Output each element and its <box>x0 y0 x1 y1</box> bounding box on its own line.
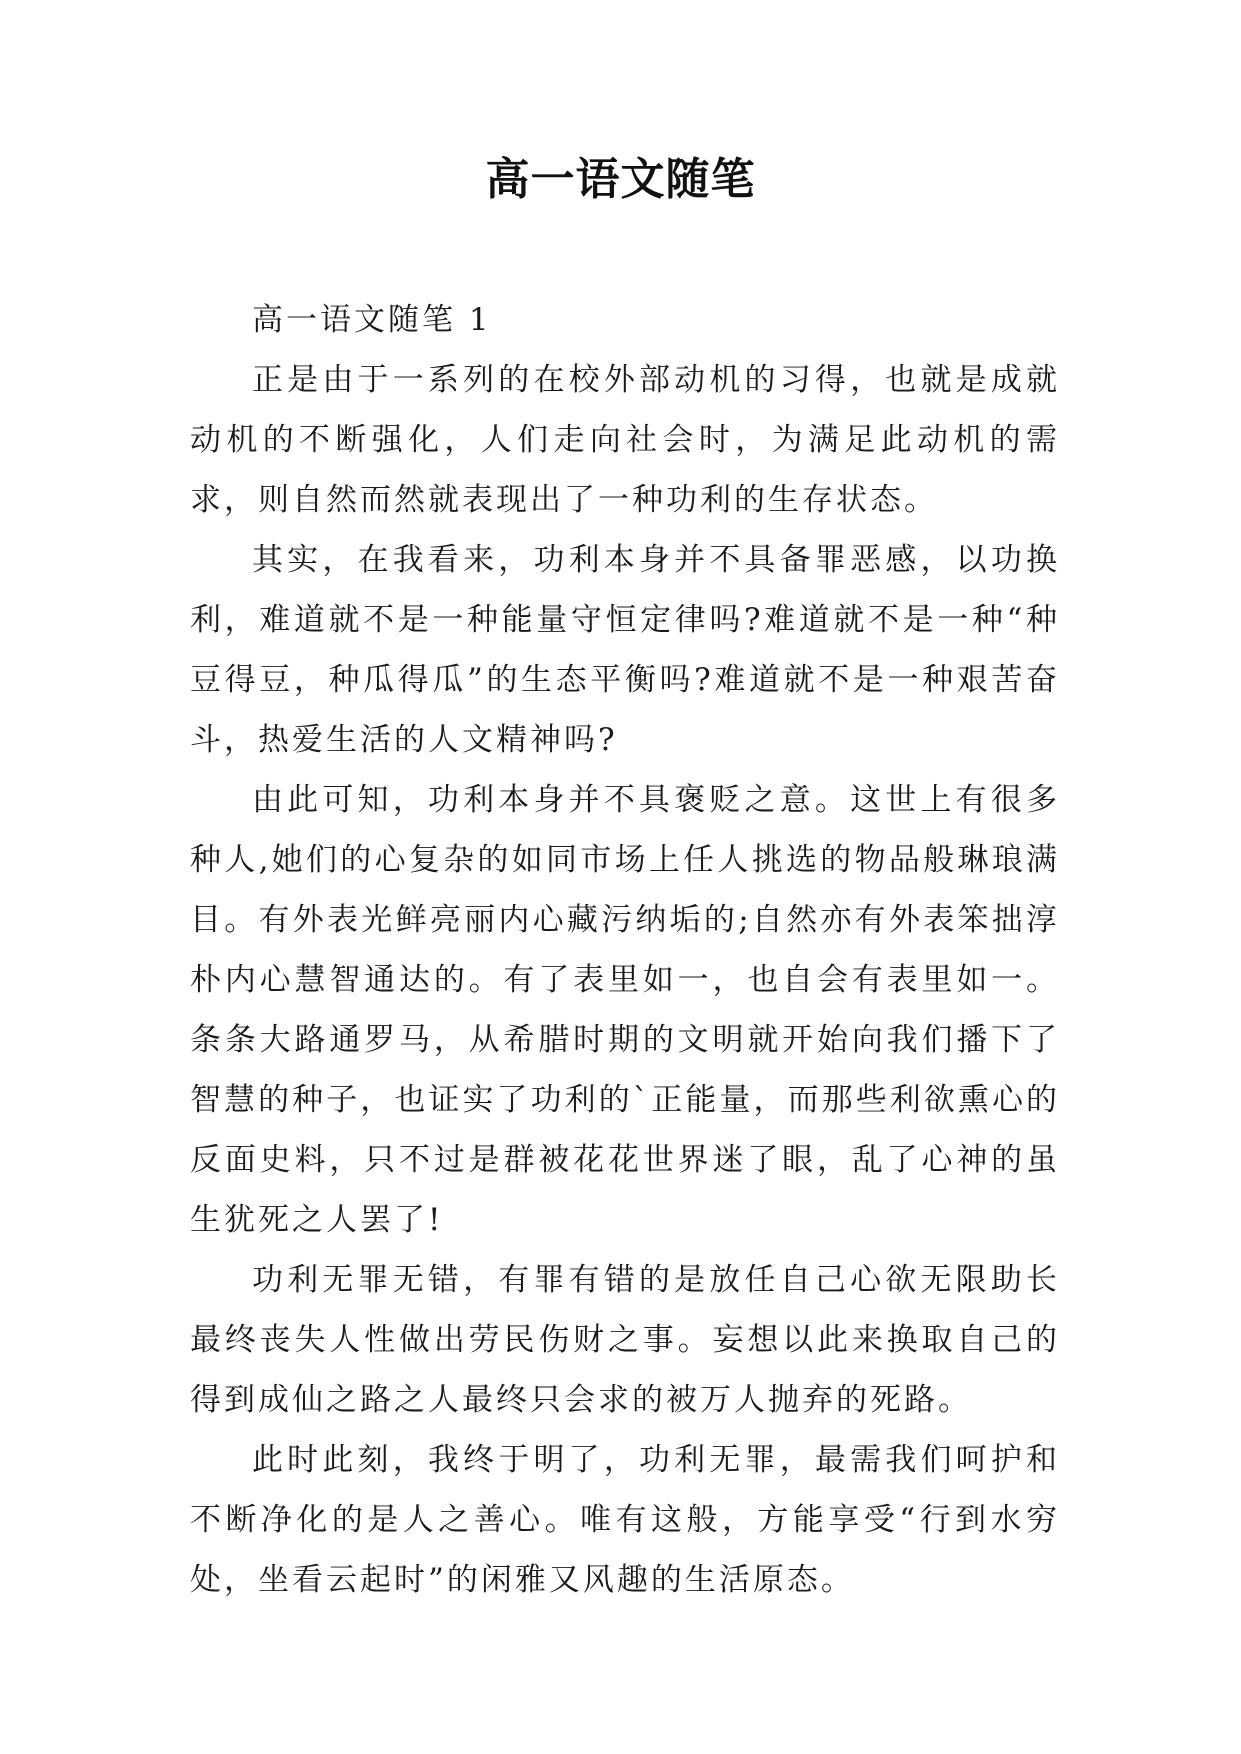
paragraph-subtitle: 高一语文随笔 1 <box>252 302 492 338</box>
paragraph: 其实，在我看来，功利本身并不具备罪恶感，以功换利，难道就不是一种能量守恒定律吗?难道就不是一种“种豆得豆，种瓜得瓜”的生态平衡吗?难道就不是一种艰苦奋斗，热爱生活的人文精神吗? <box>190 542 1060 758</box>
paragraph: 正是由于一系列的在校外部动机的习得，也就是成就动机的不断强化，人们走向社会时，为满足此动机的需求，则自然而然就表现出了一种功利的生存状态。 <box>190 362 1060 518</box>
document-body <box>190 290 1060 1610</box>
paragraph: 功利无罪无错，有罪有错的是放任自己心欲无限助长最终丧失人性做出劳民伤财之事。妄想以此来换取自己的得到成仙之路之人最终只会求的被万人抛弃的死路。 <box>190 1262 1060 1418</box>
paragraph: 由此可知，功利本身并不具褒贬之意。这世上有很多种人,她们的心复杂的如同市场上任人挑选的物品般琳琅满目。有外表光鲜亮丽内心藏污纳垢的;自然亦有外表笨拙淳朴内心慧智通达的。有了表里如一，也自会有表里如一。条条大路通罗马，从希腊时期的文明就开始向我们播下了智慧的种子，也证实了功利的`正能量，而那些利欲熏心的反面史料，只不过是群被花花世界迷了眼，乱了心神的虽生犹死之人罢了! <box>190 782 1060 1238</box>
document-title: 高一语文随笔 <box>485 154 756 205</box>
paragraph: 此时此刻，我终于明了，功利无罪，最需我们呵护和不断净化的是人之善心。唯有这般，方能享受“行到水穷处，坐看云起时”的闲雅又风趣的生活原态。 <box>190 1442 1060 1598</box>
